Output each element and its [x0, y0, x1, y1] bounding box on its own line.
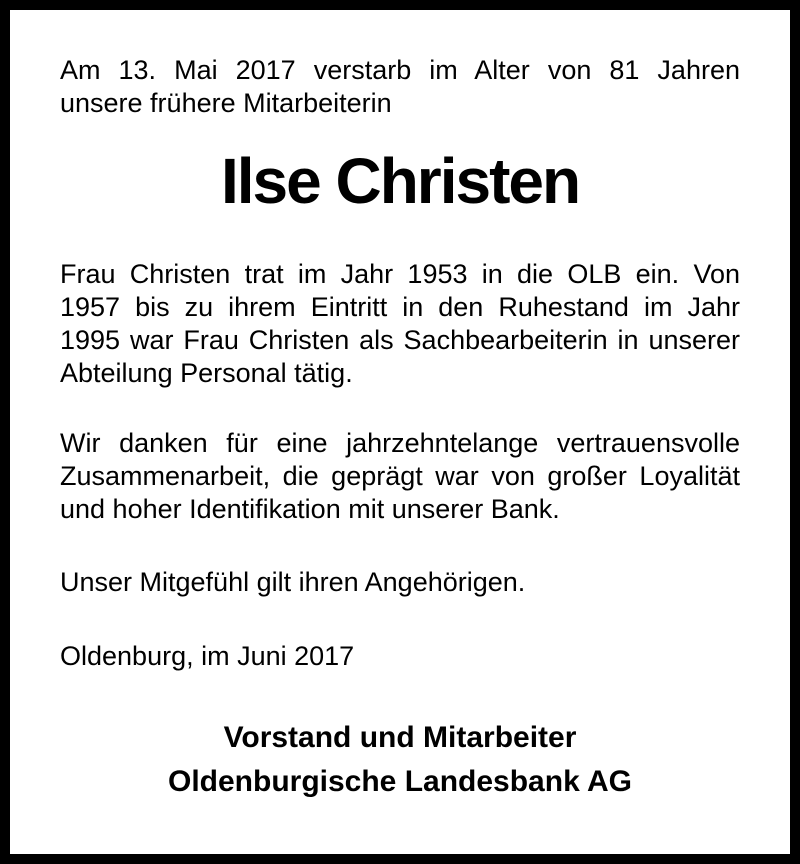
thanks-line: Wir danken für eine jahrzehntelange vertrauensvolle	[60, 428, 740, 458]
service-line: 1957 bis zu ihrem Eintritt in den Ruhestand im Jahr	[60, 292, 740, 322]
thanks-line: und hoher Identifikation mit unserer Bank.	[60, 494, 560, 524]
signature-line-bank: Oldenburgische Landesbank AG	[168, 765, 632, 798]
intro-line: Am 13. Mai 2017 verstarb im Alter von 81 Jahren	[60, 55, 740, 85]
service-line: Abteilung Personal tätig.	[60, 358, 353, 388]
intro-paragraph	[60, 54, 740, 120]
death-notice-content	[10, 10, 790, 854]
thanks-line: Zusammenarbeit, die geprägt war von großer Loyalität	[60, 461, 740, 491]
signature-block	[60, 719, 740, 801]
service-paragraph	[60, 258, 740, 390]
condolence-line: Unser Mitgefühl gilt ihren Angehörigen.	[60, 567, 526, 597]
place-date-line: Oldenburg, im Juni 2017	[60, 641, 355, 671]
service-line: Frau Christen trat im Jahr 1953 in die OLB ein. Von	[60, 259, 740, 289]
intro-line: unsere frühere Mitarbeiterin	[60, 88, 392, 118]
deceased-name: Ilse Christen	[220, 145, 580, 217]
signature-line-board: Vorstand und Mitarbeiter	[223, 721, 577, 754]
thanks-paragraph	[60, 427, 740, 526]
service-line: 1995 war Frau Christen als Sachbearbeiterin in unserer	[60, 325, 740, 355]
